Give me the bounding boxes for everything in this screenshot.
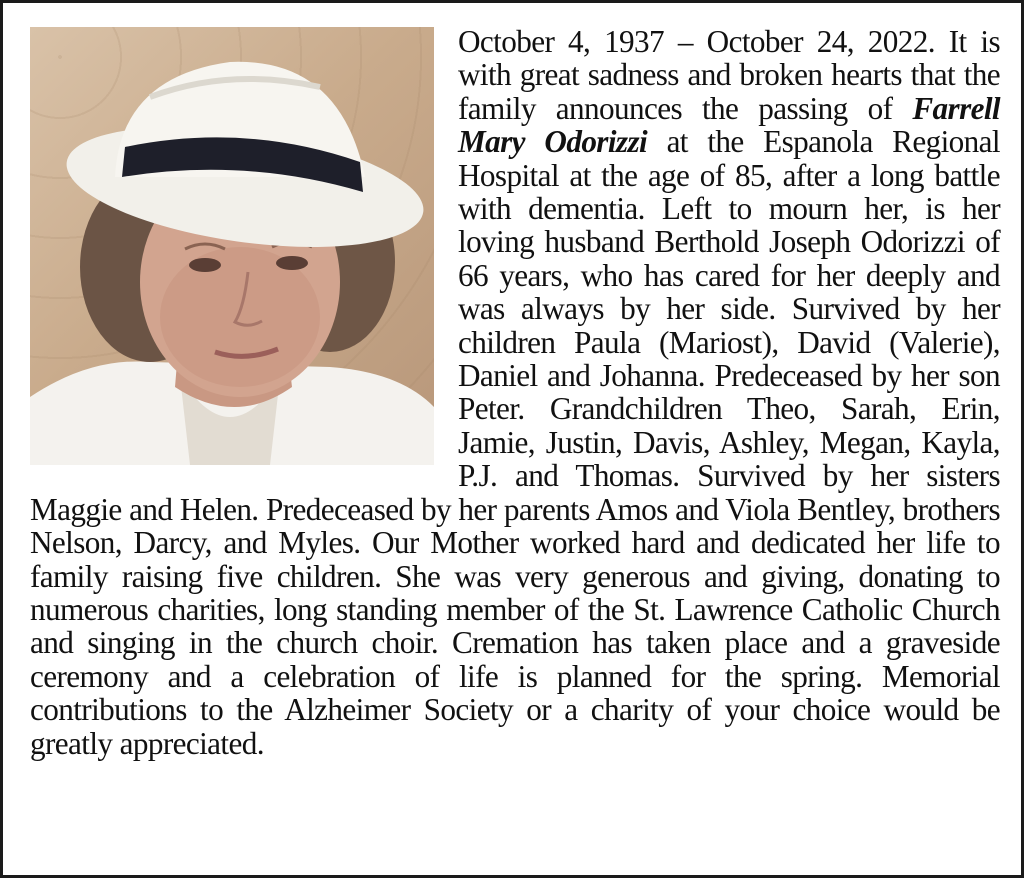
dates-intro: October 4, 1937 – October 24, 2022. It is with great sadness and broken hearts that the family announces the passing of bbox=[458, 24, 1000, 126]
obituary-body: at the Espanola Regional Hospital at the age of 85, after a long battle with dementia. Left to mourn her, is her loving husband Berthold Joseph Odorizzi of 66 years, who has cared for her deeply and was always by her side. Survived by her children Paula (Mariost), David (Valerie), Daniel and Johanna. Predeceased by her son Peter. Grandchildren Theo, Sarah, Erin, Jamie, Justin, Davis, Ashley, Megan, Kayla, P.J. and Thomas. Survived by her sisters Maggie and Helen. Predeceased by her parents Amos and Viola Bentley, brothers Nelson, Darcy, and Myles. Our Mother worked hard and dedicated her life to family raising five children. She was very generous and giving, donating to numerous charities, long standing member of the St. Lawrence Catholic Church and singing in the church choir. Cremation has taken place and a graveside ceremony and a celebration of life is planned for the spring. Memorial contributions to the Alzheimer Society or a charity of your choice would be greatly appreciated. bbox=[30, 124, 1000, 761]
obituary-text bbox=[30, 25, 1000, 760]
photo-spacer bbox=[30, 25, 458, 470]
deceased-name: Farrell Mary Odorizzi bbox=[458, 90, 1001, 160]
